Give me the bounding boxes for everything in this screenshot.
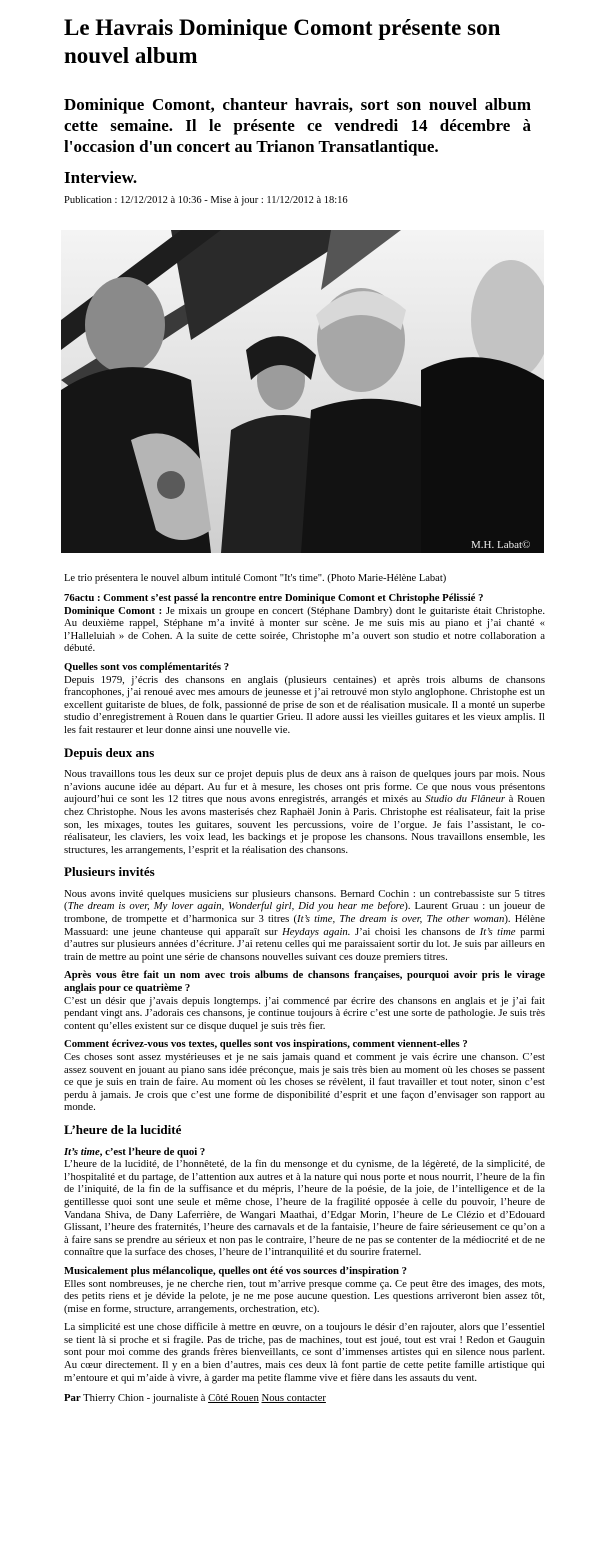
speaker-label: Dominique Comont : (64, 604, 163, 617)
article-lead: Dominique Comont, chanteur havrais, sort son nouvel album cette semaine. Il le présente ce vendredi 14 décembre à l'occasion d'un concert au Trianon Transatlantique. (64, 95, 531, 156)
question-6: Musicalement plus mélancolique, quelles ont été vos sources d’inspiration ? (64, 1264, 407, 1277)
byline: Par Thierry Chion - journaliste à Côté Rouen Nous contacter (64, 1392, 326, 1405)
article-kicker: Interview. (64, 168, 138, 187)
photo-caption: Le trio présentera le nouvel album intitulé Comont "It's time". (Photo Marie-Hélène Labat) (64, 573, 447, 584)
question-4: Comment écrivez-vous vos textes, quelles sont vos inspirations, comment viennent-elles ? (64, 1038, 468, 1051)
question-1: 76actu : Comment s’est passé la rencontre entre Dominique Comont et Christophe Pélissié ? (64, 592, 484, 604)
paragraph-4: Nous avons invité quelques musiciens sur plusieurs chansons. Bernard Cochin : un contrebassiste sur 5 titres (The dream is over, My lover again, Wonderful girl, Did you hear me before). Laurent Gruau : un joueur de trombone, de trompette et d’harmonica sur 3 titres (It’s time, The dream is over, The other woman). Hélène Massuard: une jeune chanteuse qui apparaît sur Heydays again. J’ai choisi les chansons de It’s time parmi d’autres sur plusieurs années d’écriture. J’ai retenu celles qui me paraissaient sortir du lot. Je suis par ailleurs en train de mettre au point une série de chansons nouvelles suivant ces douze premiers titres. (64, 887, 546, 963)
answer-4: Ces choses sont assez mystérieuses et je ne sais jamais quand et comment je vais écrire une chanson. C’est assez souvent en jouant au piano sans idée préconçue, mais je sais très bien au moment où les choses se passent ce que je suis en train de faire. Au moment où les choses se révèlent, il faut travailler et tout noter, sinon c’est perdu à jamais. Je crois que c’est une forme de disponibilité d’esprit et une façon d’envisager son rapport au monde. (64, 1051, 545, 1114)
band-photo-image (61, 230, 544, 553)
question-3: Après vous être fait un nom avec trois albums de chansons françaises, pourquoi avoir pris le virage anglais pour ce quatrième ? (64, 969, 545, 995)
answer-2: Depuis 1979, j’écris des chansons en anglais (plusieurs centaines) et après trois albums de chansons francophones, j’ai renoué avec mes amours de jeunesse et j’ai retrouvé mon stylo anglophone. Christophe est un excellent guitariste de blues, de folk, passionné de prise de son et de réalisation musicale. Il a monté un superbe studio d’enregistrement à Rouen dans le quartier Grieu. Il adore aussi les vieilles guitares et les vieux amplis. Il les fait restaurer et leur donne ainsi une nouvelle vie. (64, 673, 545, 736)
answer-3: C’est un désir que j’avais depuis longtemps. j’ai commencé par écrire des chansons en anglais et je j’ai fait pendant vingt ans. J’adorais ces chansons, je continue toujours à écrire c’est une sorte de pathologie. Je suis très content qu’elles existent sur ce disque duquel je suis très fier. (64, 994, 545, 1032)
band-photo (61, 230, 544, 553)
publication-meta: Publication : 12/12/2012 à 10:36 - Mise à jour : 11/12/2012 à 18:16 (64, 195, 348, 206)
section-heading-depuis: Depuis deux ans (64, 744, 155, 760)
outlet-link[interactable]: Côté Rouen (208, 1392, 259, 1405)
question-5: It’s time, c’est l’heure de quoi ? (64, 1145, 206, 1158)
article-title: Le Havrais Dominique Comont présente son nouvel album (64, 15, 501, 68)
photo-credit: M.H. Labat© (471, 539, 531, 551)
article-body (64, 592, 545, 1405)
section-heading-lucidite: L’heure de la lucidité (64, 1121, 182, 1137)
answer-6: Elles sont nombreuses, je ne cherche rien, tout m’arrive presque comme ça. Ce peut être des images, des mots, des petits riens et je dévide la pelote, je ne me pose aucune question. Les questions arriveront bien assez tôt, (mise en forme, structure, arrangements, orchestration, etc). (64, 1277, 545, 1315)
paragraph-3: Nous travaillons tous les deux sur ce projet depuis plus de deux ans à raison de quelques jours par mois. Nous n’avions aucune idée au départ. Au fur et à mesure, les choses ont pris forme. Ce que nous vous présentons aujourd’hui ce sont les 12 titres que nous avons enregistrés, arrangés et mixés au Studio du Flâneur à Rouen chez Christophe. Nous les avons masterisés chez Raphaël Jonin à Paris. Christophe est réalisateur, fait la prise son, les mixages, toutes les guitares, souvent les percussions, voire de l’orgue. Je fais l’assistant, le co-réalisateur, les claviers, les voix lead, les backings et je propose les chansons. Nous travaillons ensemble, les structures, les arrangements, l’esprit et la réalisation des chansons. (64, 768, 545, 856)
paragraph-7: La simplicité est une chose difficile à mettre en œuvre, on a toujours le désir d’en rajouter, alors que l’essentiel se tient là si proche et si fragile. Pas de triche, pas de machines, tout est joué, tout est vrai ! Redon et Gauguin sont pour moi comme des grands frères bienveillants, ce sont d’immenses artistes qui en silence nous parlent. Au cœur directement. Il y en a bien d’autres, mais ces deux là font partie de cette petite famille artistique qui m’entoure et qui m’aide à vivre, à garder ma petite flamme vive et fière dans les assauts du vent. (64, 1321, 545, 1384)
section-heading-invites: Plusieurs invités (64, 864, 155, 880)
question-2: Quelles sont vos complémentarités ? (64, 660, 230, 673)
answer-1: Dominique Comont : Je mixais un groupe en concert (Stéphane Dambry) dont le guitariste était Christophe. Au deuxième rappel, Stéphane m’a invité à monter sur scène. Je me suis mis au piano et j’ai chanté « l’Halleluiah » de Cohen. A la suite de cette soirée, Christophe m’a ouvert son studio et notre collaboration a débuté. (64, 604, 545, 655)
answer-5: L’heure de la lucidité, de l’honnêteté, de la fin du mensonge et du cynisme, de la légèreté, de la simplicité, de l’hospitalité et du partage, de l’attention aux autres et à la nature qui nous porte et nous nourrit, l’heure de la fin de l’iniquité, de la fin de la suffisance et du mépris, l’heure de la poésie, de la joie, de l’intelligence et de la gentillesse quoi sont une seule et même chose, l’heure de la fragilité opposée à celle du pouvoir, l’heure de Vandana Shiva, de Dany Laferrière, de Wangari Maathai, d’Edgar Morin, l’heure de Le Clézio et d’Edouard Glissant, l’heure des fraternités, l’heure des carnavals et de la fantaisie, l’heure de faire sérieusement ce qu’on a à faire sans se prendre au sérieux et non pas le contraire, l’heure de ne pas se contenter de la médiocrité et de ne connaître que la surface des choses, l’heure de l’intranquilité et du sourire fraternel. (64, 1158, 545, 1259)
contact-link[interactable]: Nous contacter (261, 1392, 326, 1405)
